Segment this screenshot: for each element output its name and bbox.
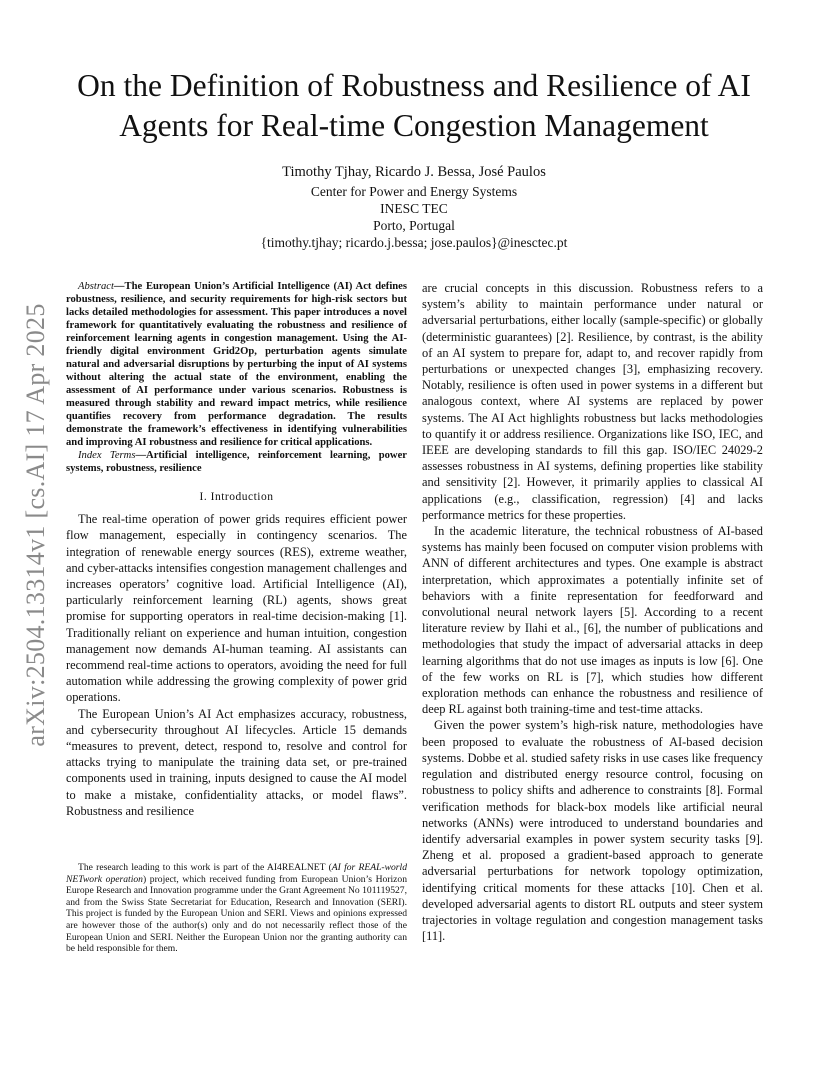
left-column bbox=[66, 280, 407, 819]
arxiv-stamp bbox=[18, 290, 54, 760]
arxiv-stamp-text: arXiv:2504.13314v1 [cs.AI] 17 Apr 2025 bbox=[21, 303, 50, 747]
author-block bbox=[160, 164, 668, 251]
affiliation-center: Center for Power and Energy Systems bbox=[310, 184, 518, 199]
paragraph: Given the power system’s high-risk nature, methodologies have been proposed to evaluate the robustness of AI-based decision systems. Dobbe et al. studied safety risks in use cases like frequency regulation and distributed energy resource control, focusing on robustness to policy shifts and adherence to constraints [8]. Formal verification methods for black-box models like artificial neural networks (ANNs) were introduced to understand boundaries and identify adversarial examples in power system security tasks [9]. Zheng et al. proposed a gradient-based approach to generate adversarial perturbations for network topology optimization, identifying critical moments for these attacks [10]. Chen et al. developed adversarial agents to distort RL outputs and steer system trajectories in voltage regulation and congestion management tasks [11]. bbox=[422, 718, 763, 944]
abstract bbox=[66, 280, 407, 449]
footnote bbox=[66, 862, 407, 955]
footnote-italic: AI for REAL-world NETwork operation bbox=[66, 862, 407, 885]
paragraph: The real-time operation of power grids requires efficient power flow management, especially in contingency scenarios. The integration of renewable energy sources (RES), extreme weather, and cyber-attacks intensifies congestion management challenges and increases operators’ cognitive load. Artificial Intelligence (AI), particularly reinforcement learning (RL) agents, shows great promise for supporting operators in real-time decision-making [1]. Traditionally reliant on experience and human intuition, congestion management now demands AI-human teaming. AI assistants can recommend real-time actions to operators, avoiding the need for full automation while addressing the growing complexity of power grid operations. bbox=[66, 512, 407, 705]
section-heading: I. Introduction bbox=[199, 491, 274, 503]
paper-title: On the Definition of Robustness and Resilience of AI Agents for Real-time Congestion Management bbox=[77, 68, 751, 143]
affiliation-location: Porto, Portugal bbox=[373, 218, 455, 233]
paragraph: are crucial concepts in this discussion. Robustness refers to a system’s ability to maintain performance under natural or adversarial perturbations, either locally (sample-specific) or globally (deterministic guarantees) [2]. Resilience, by contrast, is the ability of an AI system to prepare for, adapt to, and recover rapidly from perturbations or unexpected changes [3], emphasizing recovery. Notably, resilience is often used in power systems in a different but analogous context, where AI systems are replaced by power systems. The AI Act highlights robustness but lacks methodologies to quantify it or address resilience. Organizations like ISO, IEC, and IEEE are developing standards to fill this gap. ISO/IEC 24029-2 assesses robustness in AI systems, defining properties like stability and sensitivity [2]. However, it primarily applies to classical AI applications (e.g., classification, regression) [4] and lacks performance metrics for these properties. bbox=[422, 281, 763, 522]
index-terms-text: —Artificial intelligence, reinforcement learning, power systems, robustness, resilience bbox=[66, 450, 407, 474]
right-column bbox=[422, 280, 763, 944]
footnote-pre: The research leading to this work is part of the AI4REALNET ( bbox=[78, 862, 332, 873]
author-names: Timothy Tjhay, Ricardo J. Bessa, José Paulos bbox=[282, 164, 546, 180]
index-terms-label: Index Terms bbox=[78, 450, 136, 461]
footnote-post: ) project, which received funding from European Union’s Horizon Europe Research and Innovation programme under the Grant Agreement No 101119527, and from the Swiss State Secretariat for Education, Research and Innovation (SERI). This project is funded by the European Union and SERI. Views and opinions expressed are however those of the author(s) only and do not necessarily reflect those of the European Union and SERI. Neither the European Union nor the granting authority can be held responsible for them. bbox=[66, 873, 408, 955]
paragraph: The European Union’s AI Act emphasizes accuracy, robustness, and cybersecurity throughout AI lifecycles. Article 15 demands “measures to prevent, detect, respond to, resolve and control for attacks trying to manipulate the training data set, or pre-trained components used in training, inputs designed to cause the AI model to make a mistake, confidentiality attacks, or model flaws”. Robustness and resilience bbox=[66, 706, 407, 818]
abstract-label: Abstract bbox=[78, 281, 114, 292]
author-emails: {timothy.tjhay; ricardo.j.bessa; jose.paulos}@inesctec.pt bbox=[260, 235, 568, 250]
abstract-text: —The European Union’s Artificial Intelligence (AI) Act defines robustness, resilience, and security requirements for high-risk sectors but lacks detailed methodologies for assessment. This paper introduces a novel framework for quantitatively evaluating the robustness and resilience of reinforcement learning agents in congestion management. Using the AI-friendly digital environment Grid2Op, perturbation agents simulate natural and adversarial disruptions by perturbing the input of AI systems without altering the actual state of the environment, enabling the assessment of AI performance under various scenarios. Robustness is measured through stability and reward impact metrics, while resilience quantifies recovery from performance degradation. The results demonstrate the framework’s effectiveness in identifying vulnerabilities and improving AI robustness and resilience for critical applications. bbox=[66, 281, 407, 448]
paragraph: In the academic literature, the technical robustness of AI-based systems has mainly been focused on computer vision problems with ANN of different architectures and types. One example is abstract interpretation, which approximates a potentially infinite set of behaviors with a finite representation for feedforward and convolutional neural network layers [5]. According to a recent literature review by Ilahi et al., [6], the number of publications and methodologies that study the impact of adversarial attacks in deep learning algorithms that do not use images as inputs is low [6]. One of the few works on RL is [7], which studies how different exploration methods can enhance the robustness and resilience of deep RL against both training-time and test-time attacks. bbox=[422, 524, 763, 717]
affiliation-institute: INESC TEC bbox=[380, 201, 448, 216]
index-terms bbox=[66, 449, 407, 475]
